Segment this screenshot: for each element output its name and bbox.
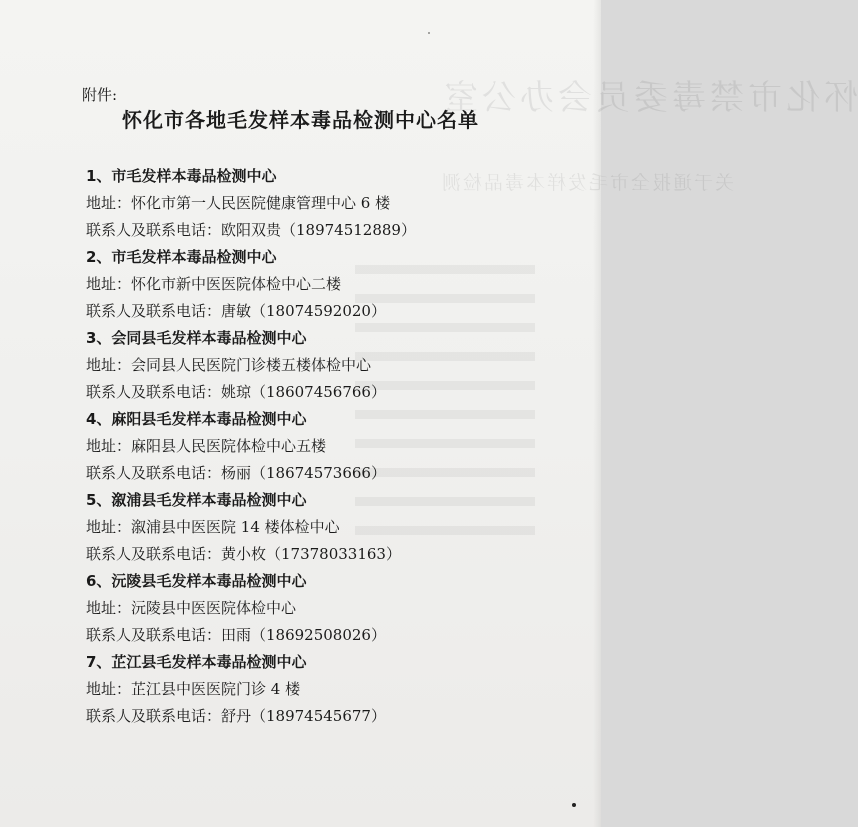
center-name: 1、市毛发样本毒品检测中心 bbox=[86, 167, 277, 185]
center-address: 地址：怀化市第一人民医院健康管理中心 6 楼 bbox=[86, 194, 391, 212]
center-entry bbox=[86, 325, 416, 406]
center-entry bbox=[86, 163, 416, 244]
center-entry bbox=[86, 244, 416, 325]
scan-speck bbox=[428, 32, 430, 34]
center-address: 地址：麻阳县人民医院体检中心五楼 bbox=[86, 437, 327, 455]
bleed-through-heading: 怀化市禁毒委员会办公室 bbox=[440, 78, 858, 118]
scan-speck bbox=[572, 803, 576, 807]
center-contact: 联系人及联系电话：唐敏（18074592020） bbox=[86, 302, 386, 320]
center-address: 地址：芷江县中医医院门诊 4 楼 bbox=[86, 680, 301, 698]
center-entry bbox=[86, 568, 416, 649]
bleed-through-subheading: 关于通报全市毛发样本毒品检测 bbox=[440, 172, 735, 194]
center-name: 3、会同县毛发样本毒品检测中心 bbox=[86, 329, 307, 347]
center-entry bbox=[86, 487, 416, 568]
center-contact: 联系人及联系电话：舒丹（18974545677） bbox=[86, 707, 386, 725]
center-contact: 联系人及联系电话：杨丽（18674573666） bbox=[86, 464, 386, 482]
attachment-label: 附件: bbox=[82, 86, 118, 104]
center-name: 7、芷江县毛发样本毒品检测中心 bbox=[86, 653, 307, 671]
center-address: 地址：溆浦县中医医院 14 楼体检中心 bbox=[86, 518, 340, 536]
center-contact: 联系人及联系电话：田雨（18692508026） bbox=[86, 626, 386, 644]
center-list bbox=[86, 163, 416, 730]
center-address: 地址：怀化市新中医医院体检中心二楼 bbox=[86, 275, 342, 293]
center-entry bbox=[86, 649, 416, 730]
center-address: 地址：沅陵县中医医院体检中心 bbox=[86, 599, 297, 617]
center-name: 5、溆浦县毛发样本毒品检测中心 bbox=[86, 491, 307, 509]
center-name: 6、沅陵县毛发样本毒品检测中心 bbox=[86, 572, 307, 590]
center-entry bbox=[86, 406, 416, 487]
page-edge-shadow bbox=[593, 0, 601, 827]
center-contact: 联系人及联系电话：欧阳双贵（18974512889） bbox=[86, 221, 416, 239]
center-address: 地址：会同县人民医院门诊楼五楼体检中心 bbox=[86, 356, 372, 374]
center-contact: 联系人及联系电话：黄小枚（17378033163） bbox=[86, 545, 401, 563]
center-contact: 联系人及联系电话：姚琼（18607456766） bbox=[86, 383, 386, 401]
center-name: 4、麻阳县毛发样本毒品检测中心 bbox=[86, 410, 307, 428]
center-name: 2、市毛发样本毒品检测中心 bbox=[86, 248, 277, 266]
document-title: 怀化市各地毛发样本毒品检测中心名单 bbox=[122, 108, 479, 132]
